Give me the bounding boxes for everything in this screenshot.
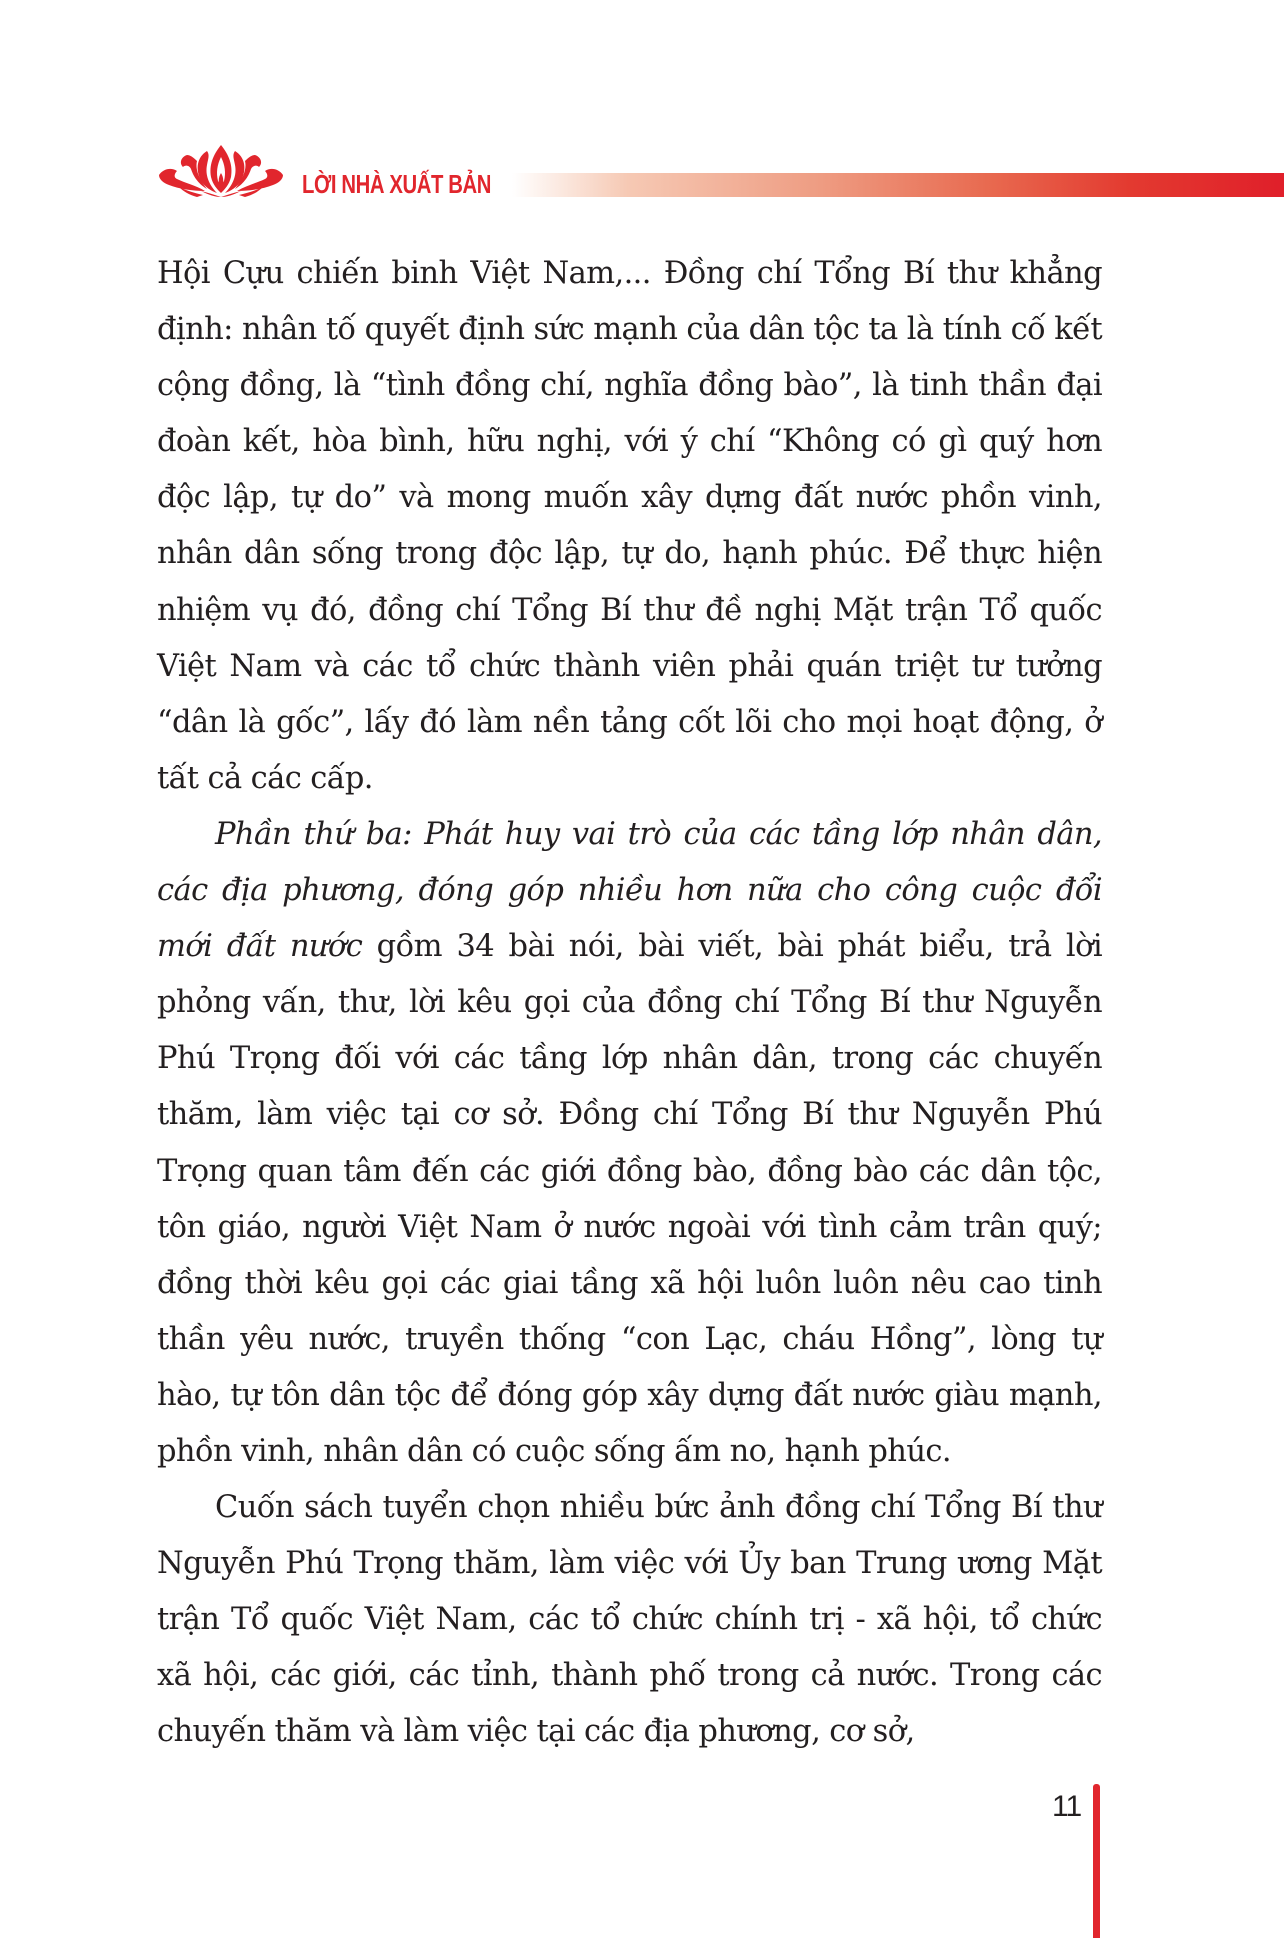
paragraph bbox=[157, 807, 1102, 1480]
paragraph-text: Hội Cựu chiến binh Việt Nam,... Đồng chí Tổng Bí thư khẳng định: nhân tố quyết định sức mạnh của dân tộc ta là tính cố kết cộng đồng, là “tình đồng chí, nghĩa đồng bào”, là tinh thần đại đoàn kết, hòa bình, hữu nghị, với ý chí “Không có gì quý hơn độc lập, tự do” và mong muốn xây dựng đất nước phồn vinh, nhân dân sống trong độc lập, tự do, hạnh phúc. Để thực hiện nhiệm vụ đó, đồng chí Tổng Bí thư đề nghị Mặt trận Tổ quốc Việt Nam và các tổ chức thành viên phải quán triệt tư tưởng “dân là gốc”, lấy đó làm nền tảng cốt lõi cho mọi hoạt động, ở tất cả các cấp. bbox=[157, 256, 1102, 796]
page-number: 11 bbox=[1052, 1790, 1082, 1823]
paragraph bbox=[157, 1480, 1102, 1760]
lotus-icon bbox=[157, 143, 285, 197]
page-margin-rule bbox=[1093, 1784, 1100, 1938]
page-header bbox=[0, 0, 1284, 220]
body-text bbox=[157, 246, 1102, 1761]
page-footer bbox=[0, 1760, 1284, 1938]
paragraph-text: Cuốn sách tuyển chọn nhiều bức ảnh đồng chí Tổng Bí thư Nguyễn Phú Trọng thăm, làm việc với Ủy ban Trung ương Mặt trận Tổ quốc Việt Nam, các tổ chức chính trị - xã hội, tổ chức xã hội, các giới, các tỉnh, thành phố trong cả nước. Trong các chuyến thăm và làm việc tại các địa phương, cơ sở, bbox=[157, 1490, 1102, 1750]
section-title: LỜI NHÀ XUẤT BẢN bbox=[302, 169, 492, 199]
paragraph bbox=[157, 246, 1102, 807]
header-gradient-bar bbox=[512, 173, 1284, 197]
part-title-italic: Phần thứ ba: Phát huy vai trò của các tầng lớp nhân dân, các địa phương, đóng góp nhiều hơn nữa cho công cuộc đổi mới đất nước bbox=[157, 816, 1102, 965]
paragraph-text: gồm 34 bài nói, bài viết, bài phát biểu, trả lời phỏng vấn, thư, lời kêu gọi của đồng chí Tổng Bí thư Nguyễn Phú Trọng đối với các tầng lớp nhân dân, trong các chuyến thăm, làm việc tại cơ sở. Đồng chí Tổng Bí thư Nguyễn Phú Trọng quan tâm đến các giới đồng bào, đồng bào các dân tộc, tôn giáo, người Việt Nam ở nước ngoài với tình cảm trân quý; đồng thời kêu gọi các giai tầng xã hội luôn luôn nêu cao tinh thần yêu nước, truyền thống “con Lạc, cháu Hồng”, lòng tự hào, tự tôn dân tộc để đóng góp xây dựng đất nước giàu mạnh, phồn vinh, nhân dân có cuộc sống ấm no, hạnh phúc. bbox=[157, 929, 1102, 1469]
